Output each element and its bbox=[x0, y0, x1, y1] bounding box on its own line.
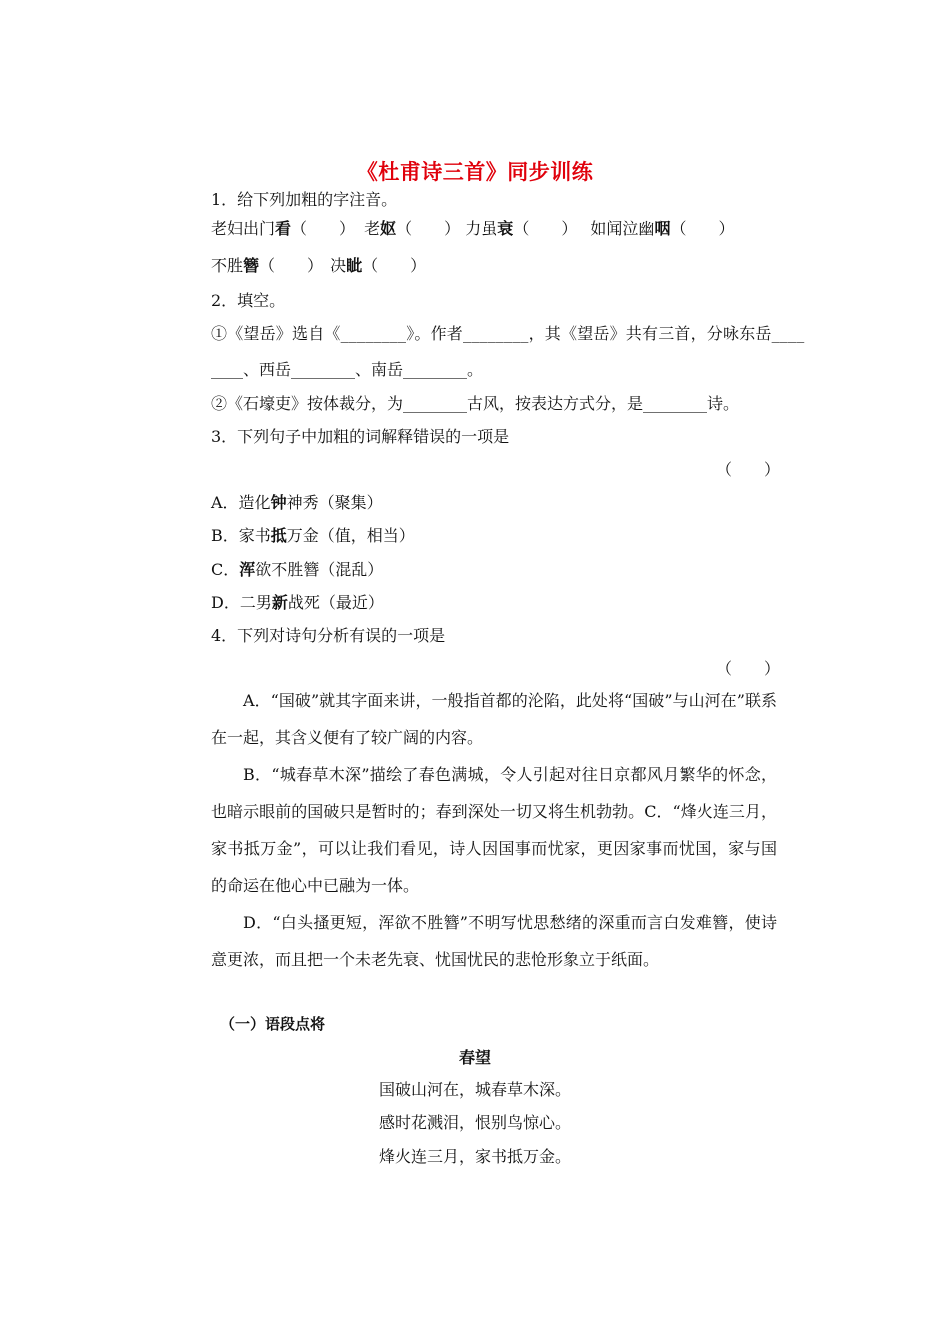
q2-fill-b: ②《石壕吏》按体裁分，为________古风，按表达方式分，是________诗。 bbox=[211, 394, 740, 413]
q3-option-a: A．造化钟神秀（聚集） bbox=[211, 493, 383, 512]
q1-item: 力虽衰（ ） bbox=[465, 219, 578, 238]
q3-answer-paren: （ ） bbox=[716, 460, 781, 479]
q2-heading: 2．填空。 bbox=[211, 291, 286, 310]
section-heading: （一）语段点将 bbox=[220, 1015, 326, 1033]
q1-item: 决眦（ ） bbox=[330, 256, 427, 275]
poem-line: 烽火连三月，家书抵万金。 bbox=[378, 1147, 571, 1166]
poem-title: 春望 bbox=[458, 1048, 491, 1067]
q2-fill-a-line1: ①《望岳》选自《________》。作者________，其《望岳》共有三首，分咏东岳____ bbox=[211, 324, 805, 343]
q1-heading: 1．给下列加粗的字注音。 bbox=[211, 190, 398, 209]
q1-item: 不胜簪（ ） bbox=[211, 256, 324, 275]
q3-option-d: D．二男新战死（最近） bbox=[211, 593, 384, 612]
q4-option-a: A．“国破”就其字面来讲，一般指首都的沦陷，此处将“国破”与山河在”联系在一起，其含义便有了较广阔的内容。 bbox=[211, 691, 777, 747]
q3-heading: 3．下列句子中加粗的词解释错误的一项是 bbox=[211, 427, 510, 446]
poem-line: 感时花溅泪，恨别鸟惊心。 bbox=[378, 1113, 571, 1132]
q1-row2 bbox=[211, 255, 426, 277]
q4-option-d: D．“白头搔更短，浑欲不胜簪”不明写忧思愁绪的深重而言白发难簪，使诗意更浓，而且把一个未老先衰、忧国忧民的悲怆形象立于纸面。 bbox=[211, 913, 777, 969]
q1-item: 老妪（ ） bbox=[364, 219, 461, 238]
q1-row1 bbox=[211, 218, 734, 240]
page-title: 《杜甫诗三首》同步训练 bbox=[356, 159, 594, 184]
q3-option-c: C．浑欲不胜簪（混乱） bbox=[211, 560, 384, 579]
q1-item: 如闻泣幽咽（ ） bbox=[590, 219, 735, 238]
q2-fill-a-line2: ____、西岳________、南岳________。 bbox=[211, 360, 484, 379]
q1-item: 老妇出门看（ ） bbox=[211, 219, 356, 238]
q4-heading: 4．下列对诗句分析有误的一项是 bbox=[211, 626, 446, 645]
q4-answer-paren: （ ） bbox=[716, 659, 781, 678]
poem-line: 国破山河在，城春草木深。 bbox=[378, 1080, 571, 1099]
q4-option-b-c: B．“城春草木深”描绘了春色满城，令人引起对往日京都风月繁华的怀念，也暗示眼前的国破只是暂时的；春到深处一切又将生机勃勃。C．“烽火连三月，家书抵万金”，可以让我们看见，诗人因国事而忧家，更因家事而忧国，家与国的命运在他心中已融为一体。 bbox=[211, 765, 777, 895]
q3-option-b: B．家书抵万金（值，相当） bbox=[211, 526, 415, 545]
